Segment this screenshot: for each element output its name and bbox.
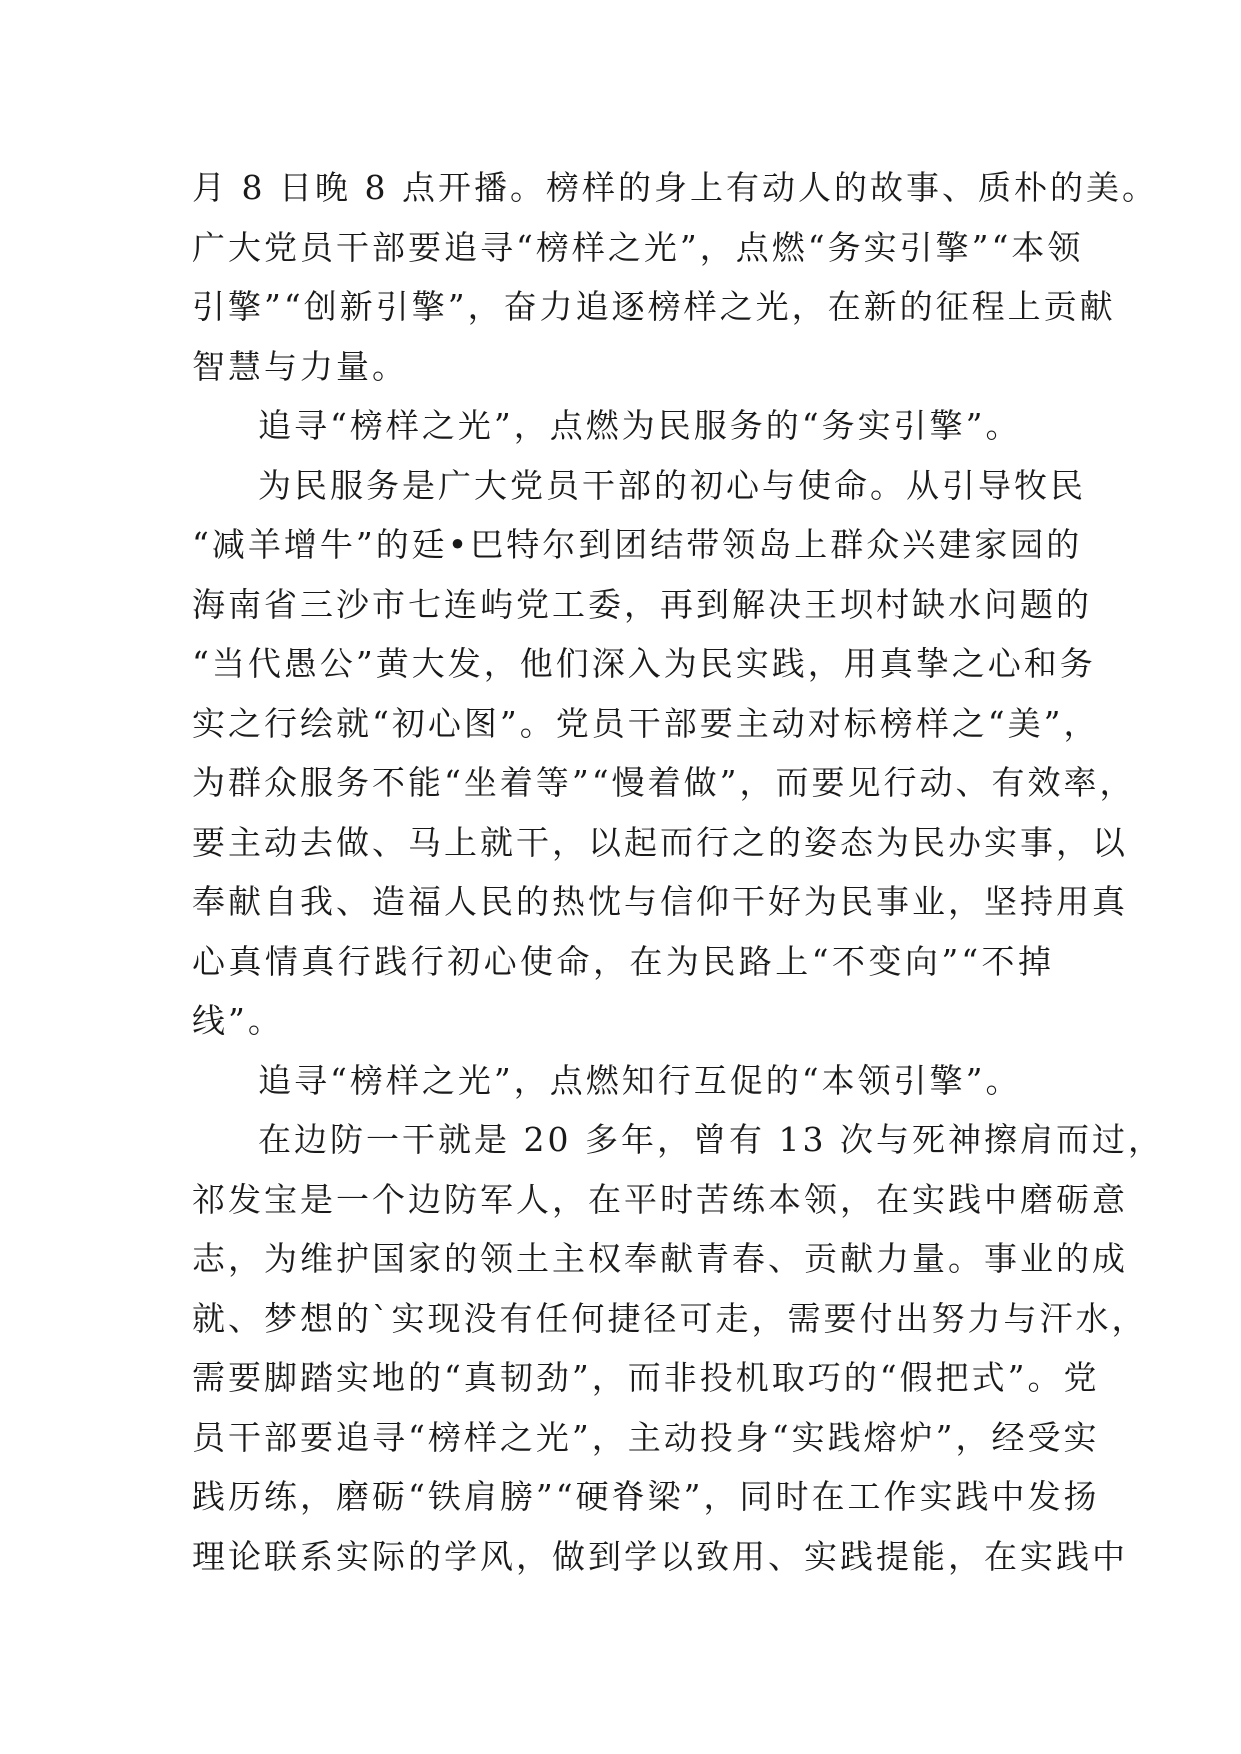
text-line: 实之行绘就“初心图”。党员干部要主动对标榜样之“美”， (192, 703, 1100, 743)
text-line: 志，为维护国家的领土主权奉献青春、贡献力量。事业的成 (192, 1239, 1128, 1278)
text-line: 为民服务是广大党员干部的初心与使命。从引导牧民 (258, 465, 1086, 505)
document-body (192, 158, 1164, 1586)
text-line: 智慧与力量。 (192, 346, 408, 386)
text-line: 祁发宝是一个边防军人，在平时苦练本领，在实践中磨砺意 (192, 1179, 1128, 1219)
section-heading-line: 追寻“榜样之光”，点燃知行互促的“本领引擎”。 (258, 1060, 1022, 1100)
text-line: 需要脚踏实地的“真韧劲”，而非投机取巧的“假把式”。党 (192, 1358, 1100, 1397)
text-line: 心真情真行践行初心使命，在为民路上“不变向”“不掉 (192, 941, 1054, 981)
text-line: 理论联系实际的学风，做到学以致用、实践提能，在实践中 (192, 1536, 1128, 1576)
text-line: 引擎”“创新引擎”，奋力追逐榜样之光，在新的征程上贡献 (192, 287, 1116, 326)
text-line: 就、梦想的`实现没有任何捷径可走，需要付出努力与汗水， (192, 1298, 1148, 1338)
text-line: 广大党员干部要追寻“榜样之光”，点燃“务实引擎”“本领 (192, 227, 1084, 267)
text-line: 为群众服务不能“坐着等”“慢着做”，而要见行动、有效率， (192, 763, 1136, 802)
text-line: 月 8 日晚 8 点开播。榜样的身上有动人的故事、质朴的美。 (192, 168, 1158, 207)
text-line: 要主动去做、马上就干，以起而行之的姿态为民办实事，以 (192, 822, 1128, 862)
text-line: 践历练，磨砺“铁肩膀”“硬脊梁”，同时在工作实践中发扬 (192, 1477, 1100, 1516)
text-line: 奉献自我、造福人民的热忱与信仰干好为民事业，坚持用真 (192, 882, 1128, 921)
text-line: 在边防一干就是 20 多年，曾有 13 次与死神擦肩而过， (258, 1120, 1164, 1159)
text-line: 线”。 (192, 1001, 284, 1040)
section-heading-line: 追寻“榜样之光”，点燃为民服务的“务实引擎”。 (258, 406, 1022, 445)
text-line: 员干部要追寻“榜样之光”，主动投身“实践熔炉”，经受实 (192, 1417, 1100, 1457)
text-line: “当代愚公”黄大发，他们深入为民实践，用真挚之心和务 (192, 644, 1096, 683)
text-line: “减羊增牛”的廷•巴特尔到团结带领岛上群众兴建家园的 (192, 525, 1083, 564)
text-line: 海南省三沙市七连屿党工委，再到解决王坝村缺水问题的 (192, 584, 1092, 624)
